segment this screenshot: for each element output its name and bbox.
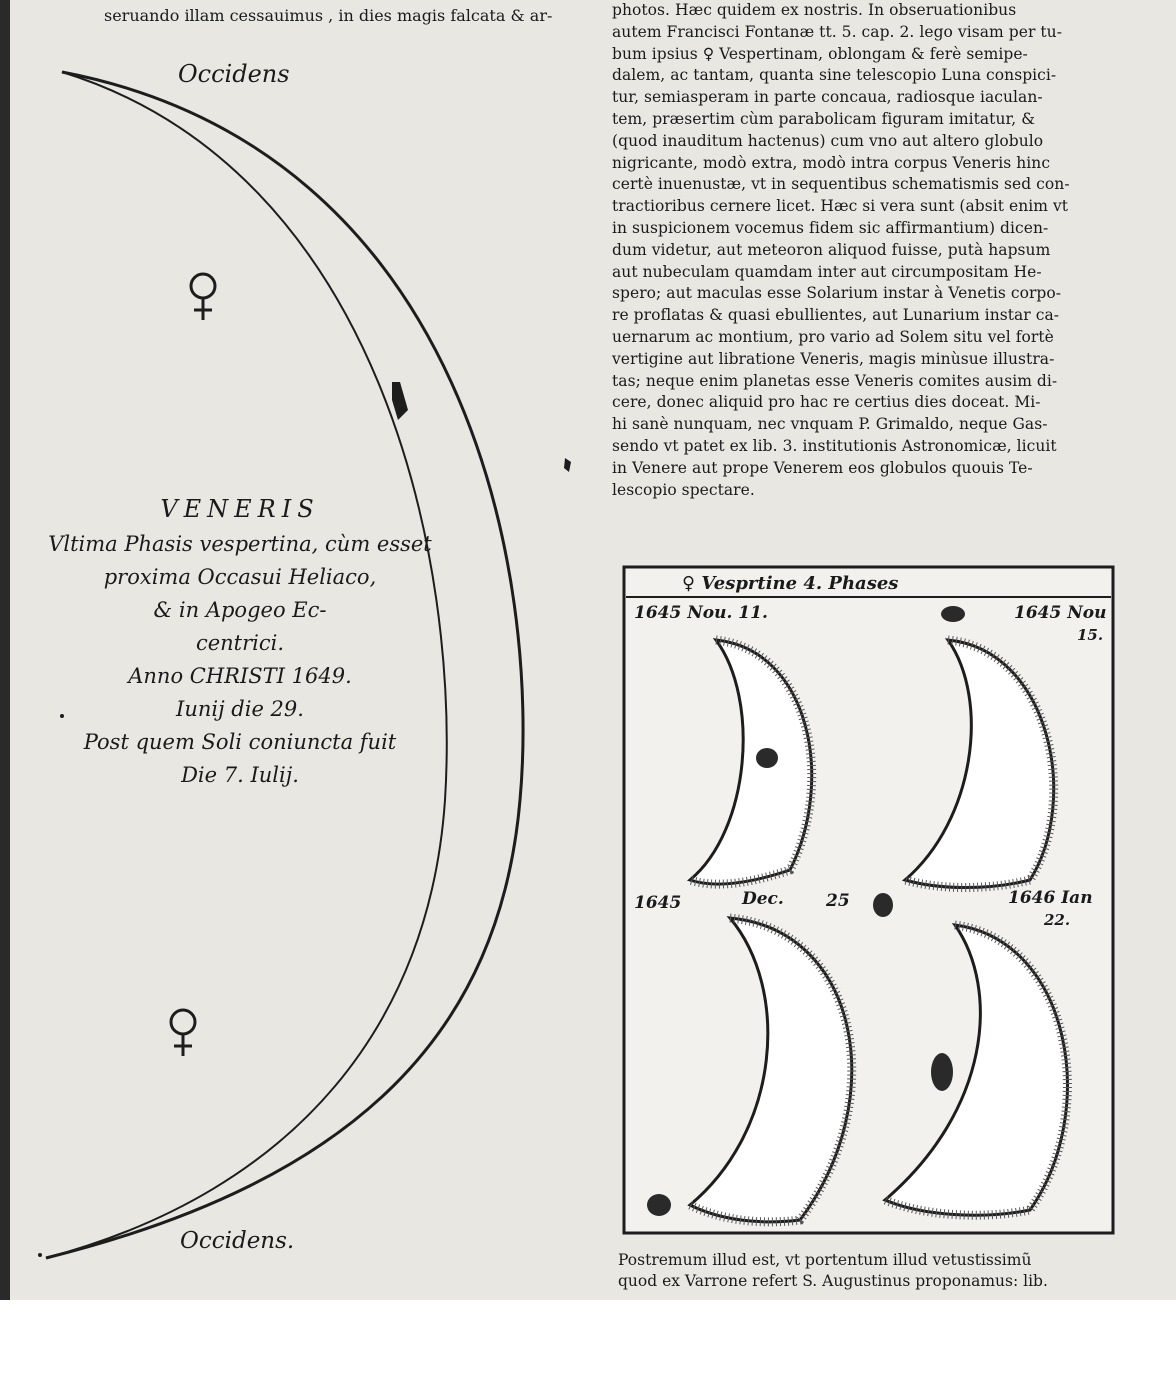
text-line: Postremum illud est, vt portentum illud vetustissimũ: [618, 1251, 1032, 1269]
text-line: tem, præsertim cùm parabolicam figuram imitatur, &: [612, 109, 1036, 128]
text-line: dalem, ac tantam, quanta sine telescopio Luna conspici-: [612, 66, 1057, 85]
phase-label-3b: Dec.: [742, 889, 784, 909]
text-line: vertigine aut libratione Veneris, magis minùsue illustra-: [612, 349, 1055, 368]
dark-spot: [756, 748, 778, 768]
text-line: aut nubeculam quamdam inter aut circumpositam He-: [612, 262, 1042, 281]
text-line: nigricante, modò extra, modò intra corpus Veneris hinc: [612, 153, 1051, 172]
phase-label-4b: 22.: [1044, 911, 1071, 929]
footer-band: [0, 1300, 1176, 1390]
left-plate-top-label: Occidens: [178, 60, 290, 88]
text-line: lescopio spectare.: [612, 480, 755, 499]
caption-line: proxima Occasui Heliaco,: [103, 565, 377, 589]
figure-title: ♀ Vesprtine 4. Phases: [682, 573, 899, 594]
text-line: dum videtur, aut meteoron aliquod fuisse, putà hapsum: [612, 240, 1051, 259]
text-line: certè inuenustæ, vt in sequentibus schematismis sed con-: [612, 175, 1070, 194]
caption-line: Anno CHRISTI 1649.: [128, 664, 352, 688]
text-line: photos. Hæc quidem ex nostris. In obseruationibus: [612, 1, 1017, 19]
caption-line: VENERIS: [160, 495, 320, 523]
text-line: bum ipsius ♀ Vespertinam, oblongam & ferè semipe-: [612, 44, 1028, 63]
phase-label-1: 1645 Nou. 11.: [634, 603, 768, 623]
dark-spot: [931, 1053, 953, 1091]
left-plate-bottom-label: Occidens.: [180, 1228, 295, 1254]
text-line: quod ex Varrone refert S. Augustinus proponamus: lib.: [618, 1272, 1048, 1290]
text-line: tur, semiasperam in parte concaua, radiosque iaculan-: [612, 88, 1043, 107]
caption-line: Die 7. Iulij.: [181, 763, 299, 787]
text-line: uernarum ac montium, pro vario ad Solem situ vel fortè: [612, 327, 1054, 346]
phase-label-2b: 15.: [1077, 626, 1104, 644]
caption-line: centrici.: [195, 631, 285, 655]
caption-line: Vltima Phasis vespertina, cùm esset: [48, 532, 432, 556]
text-line: tas; neque enim planetas esse Veneris comites ausim di-: [612, 371, 1058, 390]
dark-spot: [647, 1194, 671, 1216]
caption-line: Iunij die 29.: [176, 697, 304, 721]
text-line: in suspicionem vocemus fidem sic affirmantium) dicen-: [612, 218, 1049, 237]
caption-line: & in Apogeo Ec-: [153, 598, 327, 622]
phase-label-3c: 25: [826, 891, 850, 911]
text-line: sendo vt patet ex lib. 3. institutionis Astronomicæ, licuit: [612, 436, 1057, 455]
top-left-text-line: seruando illam cessauimus , in dies magis falcata & ar-: [104, 6, 553, 25]
phase-label-4: 1646 Ian: [1008, 888, 1093, 908]
caption-line: Post quem Soli coniuncta fuit: [83, 730, 397, 754]
text-line: (quod inauditum hactenus) cum vno aut altero globulo: [612, 131, 1044, 150]
text-line: spero; aut maculas esse Solarium instar à Venetis corpo-: [612, 284, 1062, 303]
phase-label-3: 1645: [634, 893, 682, 913]
bottom-right-text: [618, 1250, 1118, 1292]
text-line: re proflatas & quasi ebullientes, aut Lunarium instar ca-: [612, 306, 1060, 325]
text-line: autem Francisci Fontanæ tt. 5. cap. 2. lego visam per tu-: [612, 22, 1062, 41]
dark-spot: [941, 606, 965, 622]
text-line: cere, donec aliquid pro hac re certius dies doceat. Mi-: [612, 393, 1041, 412]
text-line: hi sanè nunquam, nec vnquam P. Grimaldo, neque Gas-: [612, 415, 1048, 434]
text-line: in Venere aut prope Venerem eos globulos quouis Te-: [612, 458, 1033, 477]
phase-label-2: 1645 Nou: [1014, 603, 1107, 623]
text-line: tractioribus cernere licet. Hæc si vera sunt (absit enim vt: [612, 197, 1069, 216]
dark-spot: [873, 893, 893, 917]
